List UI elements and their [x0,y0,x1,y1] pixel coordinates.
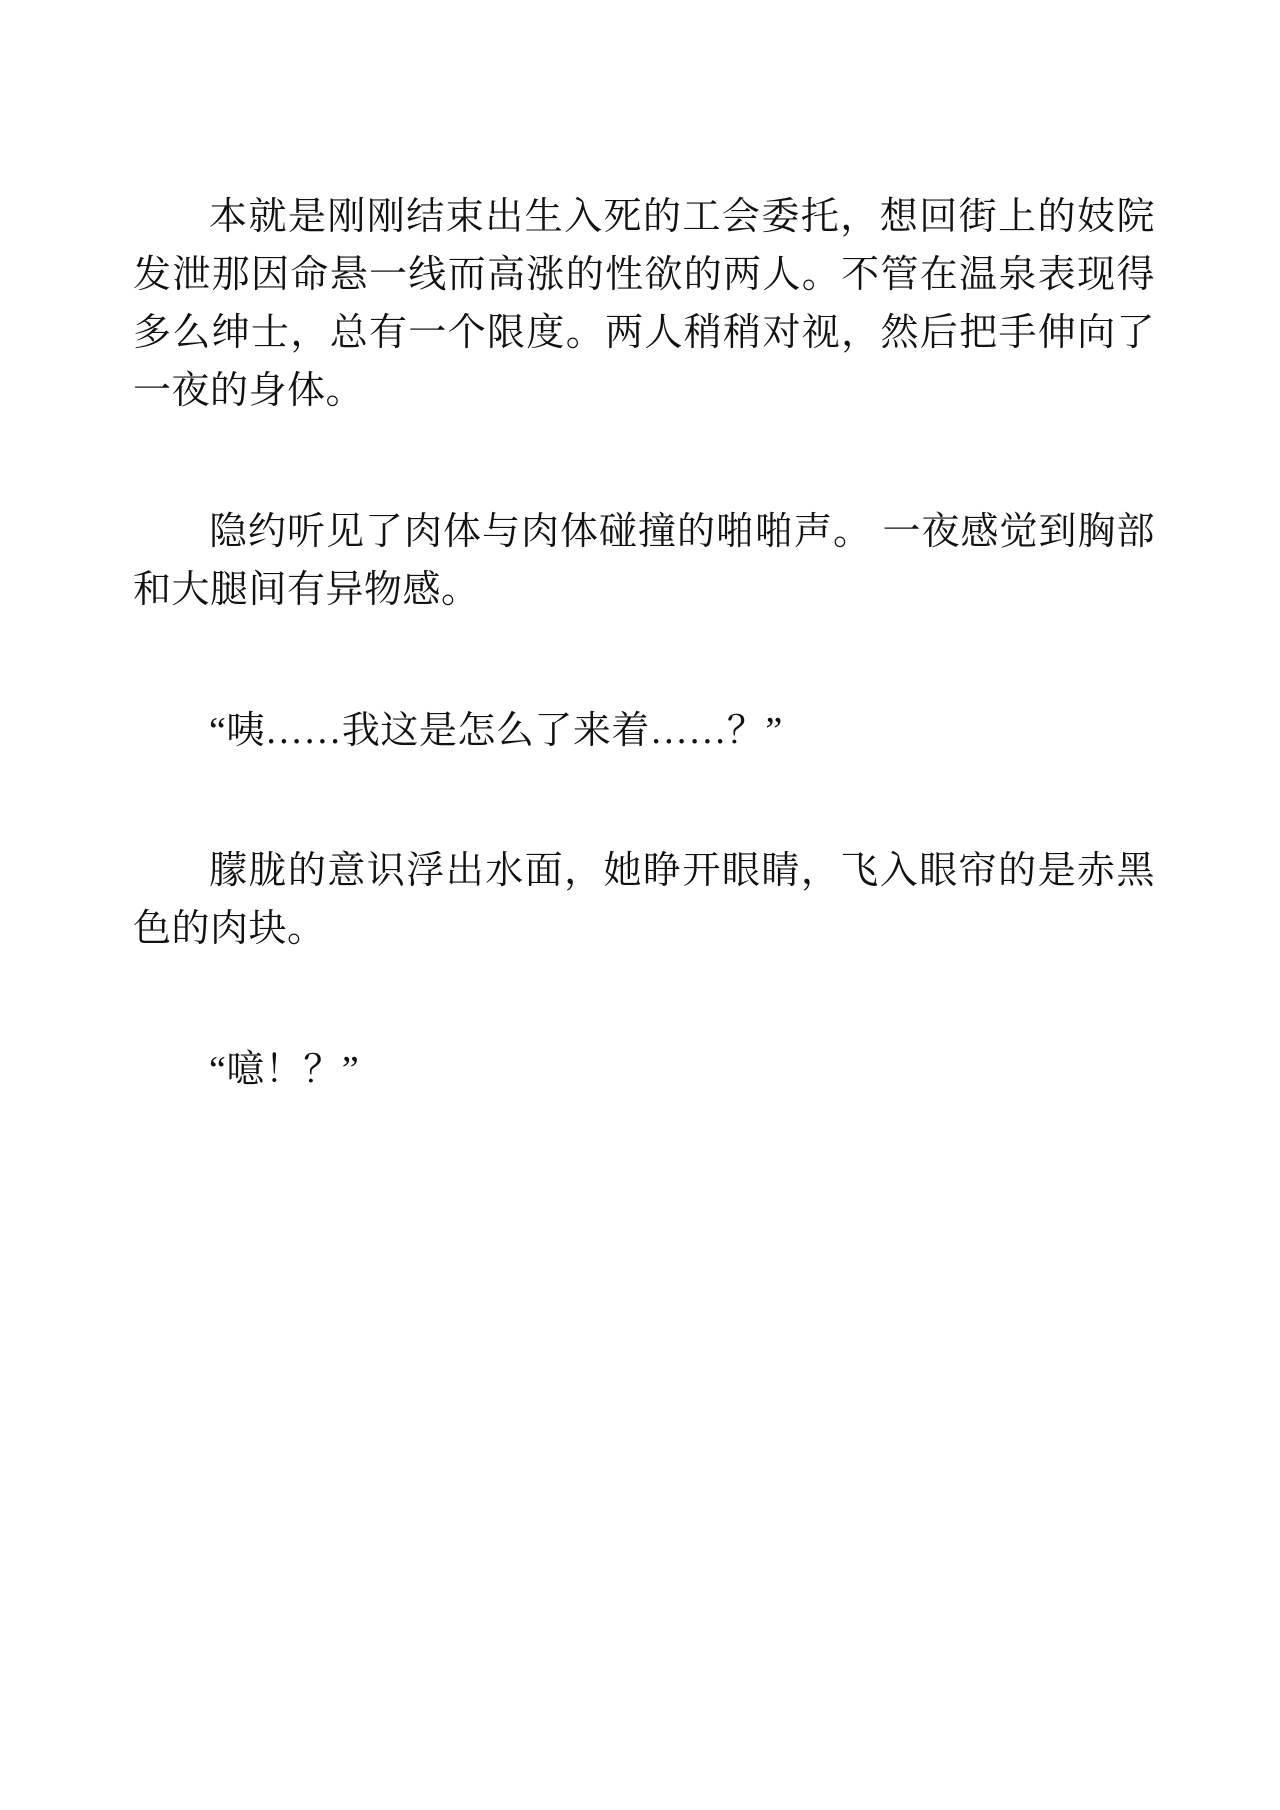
document-body [133,188,1155,1099]
paragraph-spacer [133,958,1155,1041]
paragraph-1: 本就是刚刚结束出生入死的工会委托，想回街上的妓院发泄那因命悬一线而高涨的性欲的两人。不管在温泉表现得多么绅士，总有一个限度。两人稍稍对视，然后把手伸向了一夜的身体。 [133,196,1155,412]
paragraph-spacer [133,619,1155,702]
paragraph-2: 隐约听见了肉体与肉体碰撞的啪啪声。 一夜感觉到胸部和大腿间有异物感。 [133,511,1155,611]
paragraph-4: 朦胧的意识浮出水面，她睁开眼睛，飞入眼帘的是赤黑色的肉块。 [133,850,1155,950]
paragraph-spacer [133,760,1155,842]
paragraph-spacer [133,420,1155,503]
paragraph-3: “咦……我这是怎么了来着……？” [209,710,783,752]
paragraph-5: “噫！？” [209,1049,360,1091]
